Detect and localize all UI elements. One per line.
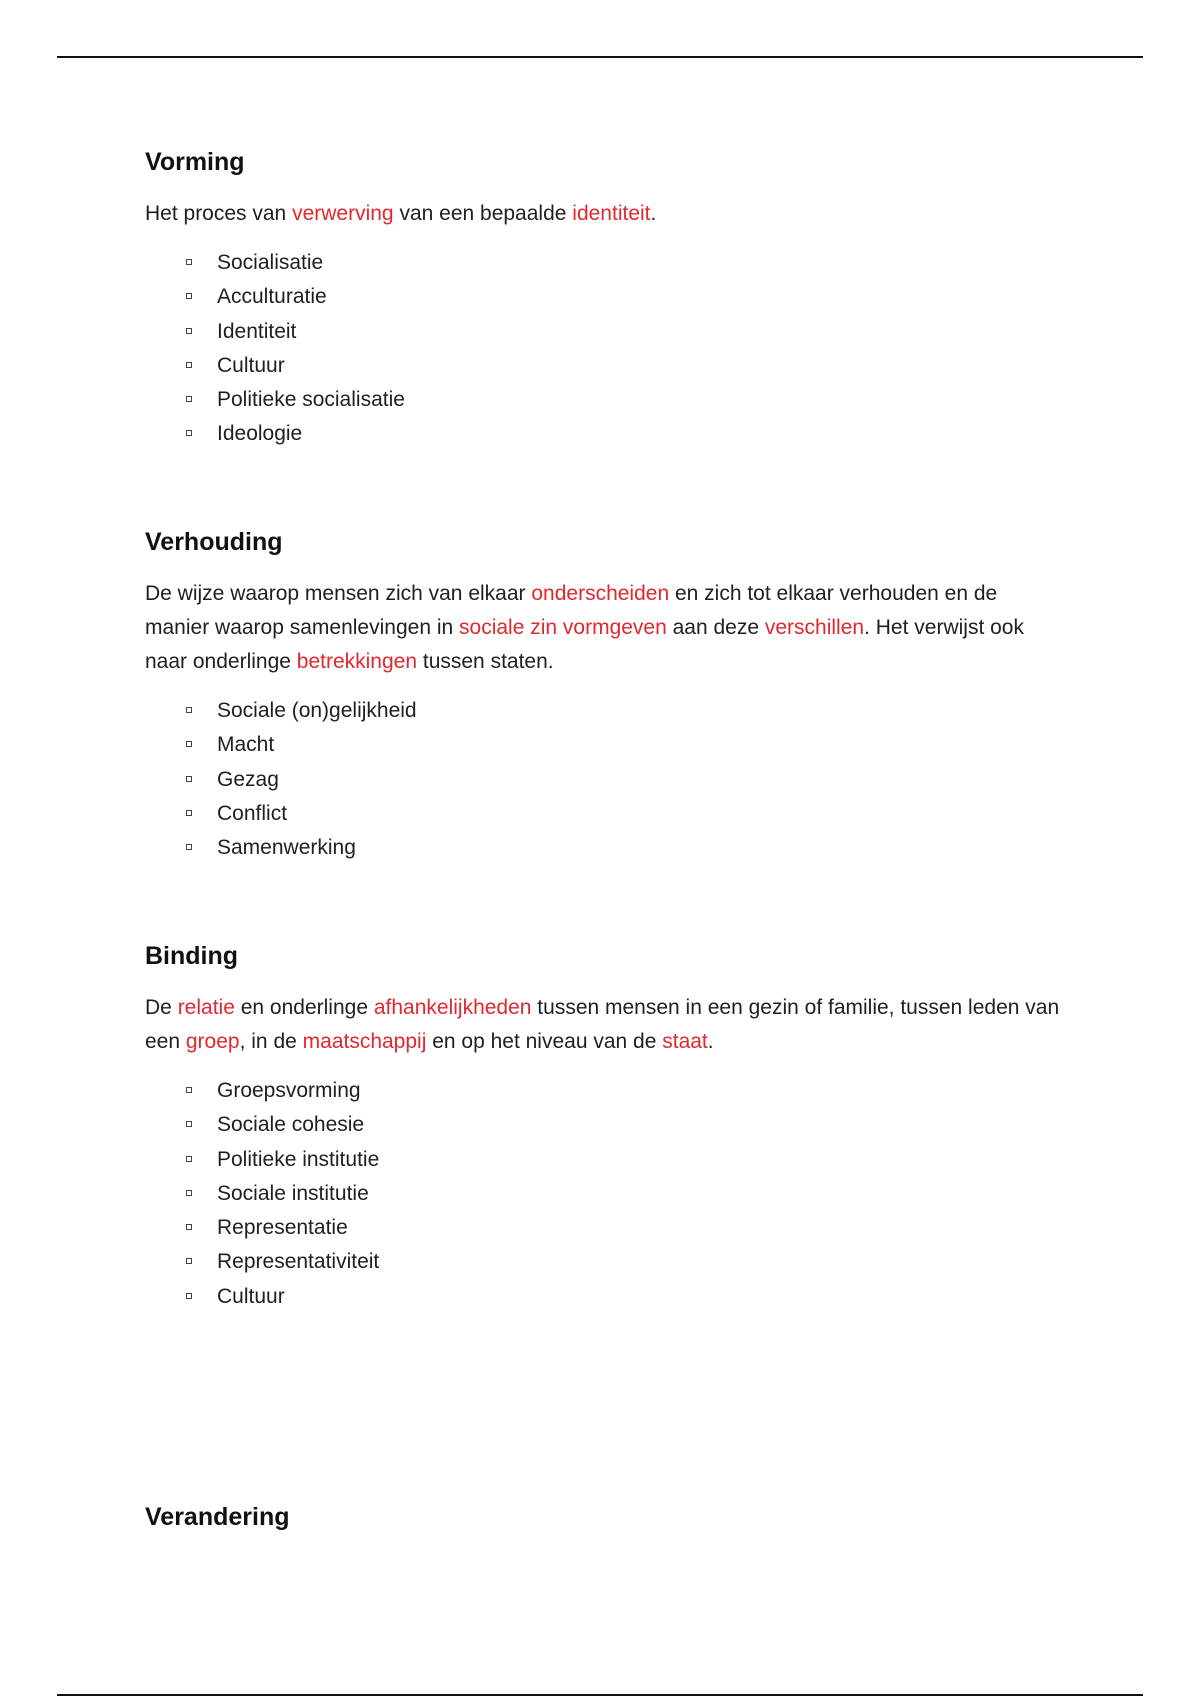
highlighted-term: onderscheiden: [531, 582, 670, 605]
footer-rule: [57, 1694, 1143, 1696]
highlighted-term: verwerving: [292, 202, 394, 225]
description-text: tussen mensen in een gezin of familie, tussen leden van een: [145, 996, 1060, 1053]
description-text: tussen staten.: [417, 650, 554, 673]
highlighted-term: verschillen: [764, 616, 865, 639]
term-list: [145, 246, 1065, 452]
description-text: De wijze waarop mensen zich van elkaar: [145, 582, 532, 605]
description-text: , in de: [239, 1030, 303, 1053]
description-text: en onderlinge: [234, 996, 374, 1019]
section-heading: Verandering: [145, 1503, 290, 1531]
highlighted-term: betrekkingen: [296, 650, 418, 673]
section-verhouding: [145, 525, 1065, 865]
term-list: [145, 1074, 1065, 1314]
highlighted-term: relatie: [177, 996, 235, 1019]
section-description: [145, 577, 1065, 679]
highlighted-term: staat: [662, 1030, 708, 1053]
description-text: van een bepaalde: [393, 202, 573, 225]
section-verandering: [145, 1500, 1065, 1534]
description-text: De: [145, 996, 178, 1019]
list-item: Representativiteit: [145, 1245, 1065, 1279]
list-item: Sociale institutie: [145, 1177, 1065, 1211]
list-item: Gezag: [145, 763, 1065, 797]
description-text: . Het verwijst ook naar onderlinge: [145, 616, 1024, 673]
section-heading: Verhouding: [145, 528, 283, 556]
description-text: en zich tot elkaar verhouden en de manier waarop samenlevingen in: [145, 582, 998, 639]
list-item: Sociale (on)gelijkheid: [145, 694, 1065, 728]
description-text: .: [650, 202, 657, 225]
list-item: Cultuur: [145, 1280, 1065, 1314]
section-vorming: [145, 145, 1065, 452]
list-item: Representatie: [145, 1211, 1065, 1245]
description-text: aan deze: [666, 616, 765, 639]
description-text: Het proces van: [145, 202, 293, 225]
section-binding: [145, 939, 1065, 1314]
list-item: Politieke institutie: [145, 1143, 1065, 1177]
highlighted-term: afhankelijkheden: [373, 996, 532, 1019]
term-list: [145, 694, 1065, 865]
section-description: [145, 197, 1065, 231]
list-item: Macht: [145, 728, 1065, 762]
highlighted-term: groep: [185, 1030, 240, 1053]
list-item: Ideologie: [145, 417, 1065, 451]
list-item: Groepsvorming: [145, 1074, 1065, 1108]
list-item: Politieke socialisatie: [145, 383, 1065, 417]
section-heading: Vorming: [145, 148, 245, 176]
list-item: Identiteit: [145, 315, 1065, 349]
description-text: en op het niveau van de: [426, 1030, 663, 1053]
highlighted-term: identiteit: [572, 202, 651, 225]
description-text: .: [707, 1030, 714, 1053]
highlighted-term: sociale zin vormgeven: [459, 616, 667, 639]
list-item: Sociale cohesie: [145, 1108, 1065, 1142]
list-item: Acculturatie: [145, 280, 1065, 314]
header-rule: [57, 56, 1143, 58]
list-item: Socialisatie: [145, 246, 1065, 280]
section-heading: Binding: [145, 942, 239, 970]
highlighted-term: maatschappij: [302, 1030, 427, 1053]
list-item: Cultuur: [145, 349, 1065, 383]
list-item: Samenwerking: [145, 831, 1065, 865]
list-item: Conflict: [145, 797, 1065, 831]
section-description: [145, 991, 1065, 1059]
